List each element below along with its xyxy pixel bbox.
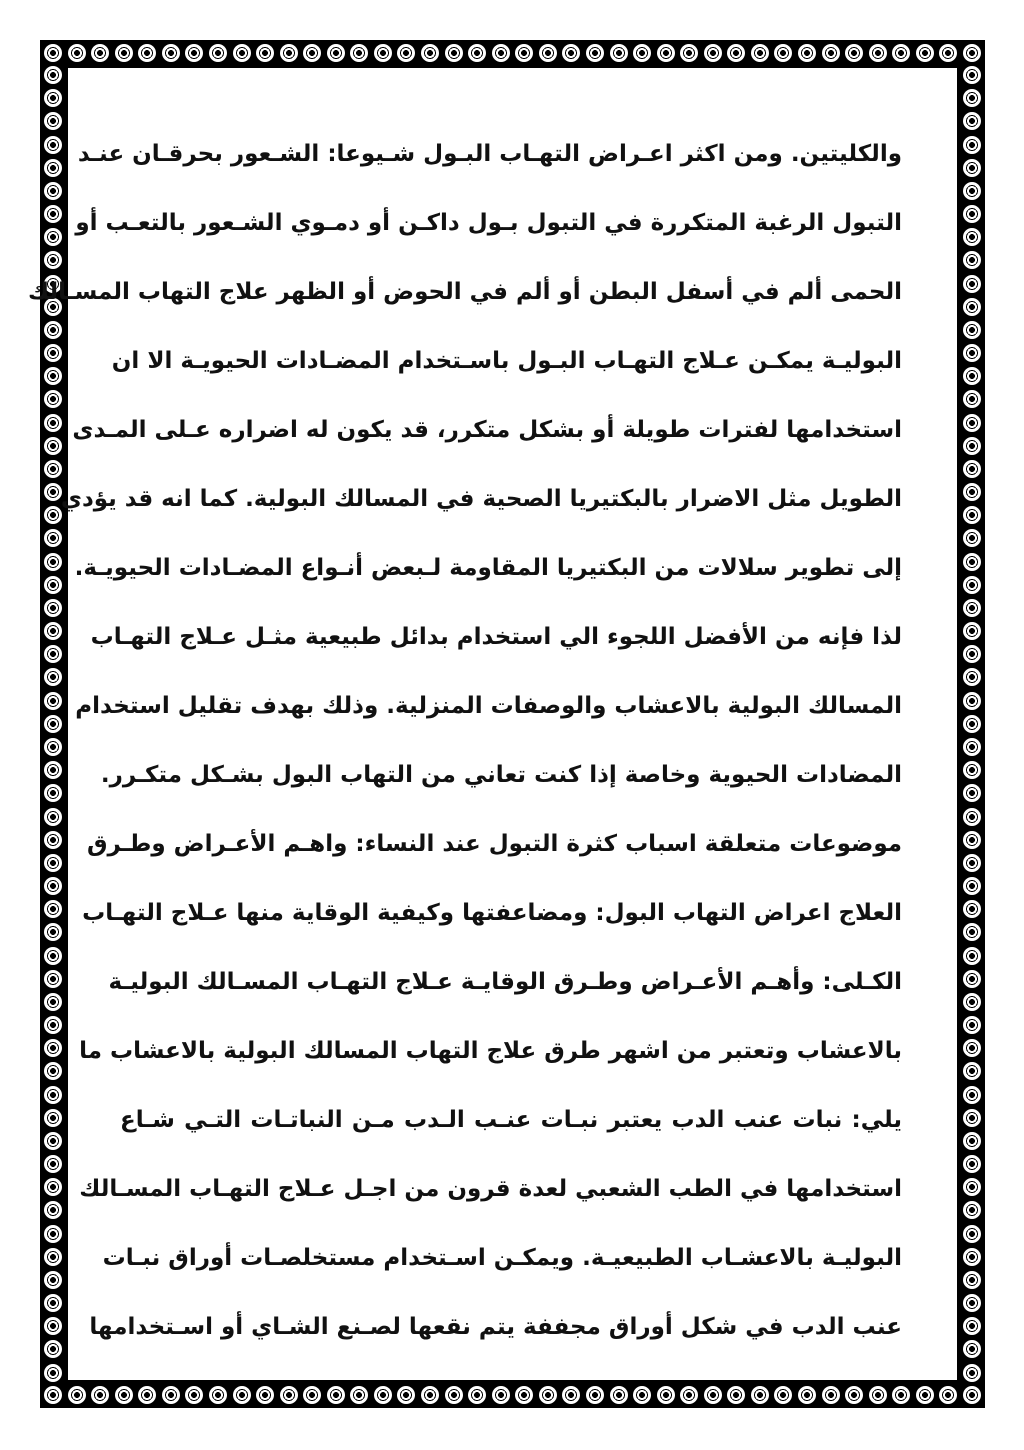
swirl-rosette-icon: [421, 1386, 439, 1404]
swirl-rosette-icon: [44, 1271, 62, 1289]
swirl-rosette-icon: [44, 993, 62, 1011]
swirl-rosette-icon: [916, 1386, 934, 1404]
swirl-rosette-icon: [963, 367, 981, 385]
swirl-rosette-icon: [562, 1386, 580, 1404]
swirl-rosette-icon: [562, 44, 580, 62]
swirl-rosette-icon: [845, 44, 863, 62]
swirl-rosette-icon: [44, 344, 62, 362]
swirl-rosette-icon: [256, 44, 274, 62]
swirl-rosette-icon: [963, 900, 981, 918]
swirl-rosette-icon: [963, 784, 981, 802]
swirl-rosette-icon: [963, 1271, 981, 1289]
swirl-rosette-icon: [963, 437, 981, 455]
text-line: استخدامها في الطب الشعبي لعدة قرون من اجـل عـلاج التهـاب المسـالك: [79, 1176, 902, 1202]
swirl-rosette-icon: [939, 44, 957, 62]
swirl-rosette-icon: [515, 44, 533, 62]
swirl-rosette-icon: [44, 947, 62, 965]
swirl-rosette-icon: [963, 877, 981, 895]
swirl-rosette-icon: [44, 228, 62, 246]
text-line: التبول الرغبة المتكررة في التبول بـول داكـن أو دمـوي الشـعور بالتعـب أو: [75, 210, 902, 236]
swirl-rosette-icon: [280, 1386, 298, 1404]
swirl-rosette-icon: [44, 1109, 62, 1127]
swirl-rosette-icon: [209, 44, 227, 62]
swirl-rosette-icon: [44, 182, 62, 200]
swirl-rosette-icon: [468, 44, 486, 62]
swirl-rosette-icon: [963, 136, 981, 154]
swirl-rosette-icon: [963, 1340, 981, 1358]
swirl-rosette-icon: [44, 1039, 62, 1057]
swirl-rosette-icon: [963, 831, 981, 849]
swirl-rosette-icon: [44, 622, 62, 640]
swirl-rosette-icon: [44, 1086, 62, 1104]
swirl-rosette-icon: [162, 44, 180, 62]
swirl-rosette-icon: [44, 761, 62, 779]
swirl-rosette-icon: [963, 1386, 981, 1404]
swirl-rosette-icon: [963, 1062, 981, 1080]
swirl-rosette-icon: [44, 1155, 62, 1173]
swirl-rosette-icon: [869, 1386, 887, 1404]
swirl-rosette-icon: [963, 1132, 981, 1150]
swirl-rosette-icon: [963, 506, 981, 524]
swirl-rosette-icon: [963, 483, 981, 501]
swirl-rosette-icon: [303, 1386, 321, 1404]
swirl-rosette-icon: [44, 692, 62, 710]
swirl-rosette-icon: [44, 1201, 62, 1219]
swirl-rosette-icon: [445, 44, 463, 62]
swirl-rosette-icon: [44, 390, 62, 408]
swirl-rosette-icon: [68, 44, 86, 62]
swirl-rosette-icon: [44, 205, 62, 223]
swirl-rosette-icon: [963, 390, 981, 408]
swirl-rosette-icon: [963, 692, 981, 710]
swirl-rosette-icon: [704, 44, 722, 62]
text-line: موضوعات متعلقة اسباب كثرة التبول عند النساء: واهـم الأعـراض وطـرق: [86, 831, 902, 857]
swirl-rosette-icon: [963, 808, 981, 826]
text-line: البوليـة يمكـن عـلاج التهـاب البـول باسـتخدام المضـادات الحيويـة الا ان: [111, 348, 902, 374]
swirl-rosette-icon: [44, 1248, 62, 1266]
swirl-rosette-icon: [963, 89, 981, 107]
text-line: الكـلى: وأهـم الأعـراض وطـرق الوقايـة عـلاج التهـاب المسـالك البوليـة: [108, 969, 902, 995]
swirl-rosette-icon: [963, 159, 981, 177]
swirl-rosette-icon: [963, 923, 981, 941]
swirl-rosette-icon: [963, 251, 981, 269]
swirl-rosette-icon: [963, 1039, 981, 1057]
swirl-rosette-icon: [44, 831, 62, 849]
swirl-rosette-icon: [963, 854, 981, 872]
swirl-rosette-icon: [492, 1386, 510, 1404]
swirl-rosette-icon: [44, 1364, 62, 1382]
swirl-rosette-icon: [963, 622, 981, 640]
swirl-rosette-icon: [963, 1364, 981, 1382]
swirl-rosette-icon: [44, 877, 62, 895]
swirl-rosette-icon: [68, 1386, 86, 1404]
swirl-rosette-icon: [963, 970, 981, 988]
text-line: الحمى ألم في أسفل البطن أو ألم في الحوض أو الظهر علاج التهاب المسـالك: [28, 279, 902, 305]
text-line: البوليـة بالاعشـاب الطبيعيـة. ويمكـن اسـتخدام مستخلصـات أوراق نبـات: [102, 1245, 902, 1271]
border-bottom-ornament-row: [44, 1384, 981, 1406]
swirl-rosette-icon: [539, 1386, 557, 1404]
swirl-rosette-icon: [963, 761, 981, 779]
article-text: [28, 120, 902, 1362]
swirl-rosette-icon: [44, 506, 62, 524]
swirl-rosette-icon: [963, 1155, 981, 1173]
border-right-ornament-column: [961, 66, 983, 1382]
swirl-rosette-icon: [822, 1386, 840, 1404]
text-line: الطويل مثل الاضرار بالبكتيريا الصحية في المسالك البولية. كما انه قد يؤدي: [60, 486, 902, 512]
swirl-rosette-icon: [44, 367, 62, 385]
swirl-rosette-icon: [138, 44, 156, 62]
swirl-rosette-icon: [963, 205, 981, 223]
swirl-rosette-icon: [44, 1340, 62, 1358]
text-line: إلى تطوير سلالات من البكتيريا المقاومة لـبعض أنـواع المضـادات الحيويـة.: [74, 555, 902, 581]
swirl-rosette-icon: [963, 414, 981, 432]
swirl-rosette-icon: [963, 1225, 981, 1243]
swirl-rosette-icon: [44, 112, 62, 130]
swirl-rosette-icon: [727, 1386, 745, 1404]
swirl-rosette-icon: [963, 275, 981, 293]
swirl-rosette-icon: [233, 44, 251, 62]
swirl-rosette-icon: [44, 668, 62, 686]
swirl-rosette-icon: [963, 1086, 981, 1104]
swirl-rosette-icon: [350, 1386, 368, 1404]
swirl-rosette-icon: [44, 900, 62, 918]
swirl-rosette-icon: [44, 44, 62, 62]
swirl-rosette-icon: [44, 576, 62, 594]
swirl-rosette-icon: [892, 44, 910, 62]
swirl-rosette-icon: [633, 1386, 651, 1404]
text-line: يلي: نبات عنب الدب يعتبر نبـات عنـب الـدب مـن النباتـات التـي شـاع: [120, 1107, 902, 1133]
swirl-rosette-icon: [44, 159, 62, 177]
swirl-rosette-icon: [963, 321, 981, 339]
swirl-rosette-icon: [44, 136, 62, 154]
swirl-rosette-icon: [963, 738, 981, 756]
swirl-rosette-icon: [44, 923, 62, 941]
swirl-rosette-icon: [963, 112, 981, 130]
swirl-rosette-icon: [209, 1386, 227, 1404]
swirl-rosette-icon: [44, 89, 62, 107]
swirl-rosette-icon: [327, 1386, 345, 1404]
swirl-rosette-icon: [44, 738, 62, 756]
text-line: والكليتين. ومن اكثر اعـراض التهـاب البـول شـيوعا: الشـعور بحرقـان عنـد: [77, 141, 902, 167]
text-line: عنب الدب في شكل أوراق مجففة يتم نقعها لصـنع الشـاي أو اسـتخدامها: [89, 1314, 902, 1340]
swirl-rosette-icon: [515, 1386, 533, 1404]
border-top-ornament-row: [44, 42, 981, 64]
swirl-rosette-icon: [680, 44, 698, 62]
swirl-rosette-icon: [939, 1386, 957, 1404]
swirl-rosette-icon: [445, 1386, 463, 1404]
swirl-rosette-icon: [963, 576, 981, 594]
swirl-rosette-icon: [44, 970, 62, 988]
text-line: بالاعشاب وتعتبر من اشهر طرق علاج التهاب المسالك البولية بالاعشاب ما: [79, 1038, 902, 1064]
swirl-rosette-icon: [303, 44, 321, 62]
swirl-rosette-icon: [256, 1386, 274, 1404]
swirl-rosette-icon: [421, 44, 439, 62]
swirl-rosette-icon: [44, 784, 62, 802]
swirl-rosette-icon: [822, 44, 840, 62]
swirl-rosette-icon: [44, 1178, 62, 1196]
swirl-rosette-icon: [774, 1386, 792, 1404]
swirl-rosette-icon: [963, 1201, 981, 1219]
swirl-rosette-icon: [963, 460, 981, 478]
swirl-rosette-icon: [115, 44, 133, 62]
swirl-rosette-icon: [963, 645, 981, 663]
swirl-rosette-icon: [44, 599, 62, 617]
swirl-rosette-icon: [115, 1386, 133, 1404]
swirl-rosette-icon: [374, 1386, 392, 1404]
swirl-rosette-icon: [586, 1386, 604, 1404]
swirl-rosette-icon: [44, 808, 62, 826]
swirl-rosette-icon: [963, 947, 981, 965]
swirl-rosette-icon: [162, 1386, 180, 1404]
text-line: لذا فإنه من الأفضل اللجوء الي استخدام بدائل طبيعية مثـل عـلاج التهـاب: [90, 624, 902, 650]
swirl-rosette-icon: [44, 437, 62, 455]
swirl-rosette-icon: [44, 1294, 62, 1312]
swirl-rosette-icon: [680, 1386, 698, 1404]
swirl-rosette-icon: [44, 1016, 62, 1034]
swirl-rosette-icon: [869, 44, 887, 62]
swirl-rosette-icon: [185, 44, 203, 62]
swirl-rosette-icon: [185, 1386, 203, 1404]
swirl-rosette-icon: [610, 44, 628, 62]
swirl-rosette-icon: [468, 1386, 486, 1404]
swirl-rosette-icon: [44, 1317, 62, 1335]
swirl-rosette-icon: [963, 529, 981, 547]
swirl-rosette-icon: [963, 344, 981, 362]
swirl-rosette-icon: [44, 1132, 62, 1150]
swirl-rosette-icon: [751, 44, 769, 62]
swirl-rosette-icon: [798, 44, 816, 62]
swirl-rosette-icon: [44, 854, 62, 872]
swirl-rosette-icon: [916, 44, 934, 62]
swirl-rosette-icon: [963, 1109, 981, 1127]
swirl-rosette-icon: [963, 182, 981, 200]
swirl-rosette-icon: [44, 66, 62, 84]
swirl-rosette-icon: [327, 44, 345, 62]
swirl-rosette-icon: [963, 228, 981, 246]
swirl-rosette-icon: [963, 44, 981, 62]
swirl-rosette-icon: [963, 715, 981, 733]
swirl-rosette-icon: [963, 668, 981, 686]
swirl-rosette-icon: [657, 1386, 675, 1404]
swirl-rosette-icon: [963, 1016, 981, 1034]
swirl-rosette-icon: [963, 1178, 981, 1196]
swirl-rosette-icon: [44, 1225, 62, 1243]
swirl-rosette-icon: [845, 1386, 863, 1404]
swirl-rosette-icon: [91, 1386, 109, 1404]
text-line: استخدامها لفترات طويلة أو بشكل متكرر، قد يكون له اضراره عـلى المـدى: [72, 417, 902, 443]
swirl-rosette-icon: [91, 44, 109, 62]
swirl-rosette-icon: [963, 298, 981, 316]
swirl-rosette-icon: [44, 715, 62, 733]
swirl-rosette-icon: [963, 599, 981, 617]
swirl-rosette-icon: [374, 44, 392, 62]
swirl-rosette-icon: [798, 1386, 816, 1404]
swirl-rosette-icon: [44, 553, 62, 571]
swirl-rosette-icon: [963, 993, 981, 1011]
swirl-rosette-icon: [233, 1386, 251, 1404]
swirl-rosette-icon: [44, 483, 62, 501]
swirl-rosette-icon: [397, 44, 415, 62]
swirl-rosette-icon: [44, 460, 62, 478]
swirl-rosette-icon: [963, 1317, 981, 1335]
swirl-rosette-icon: [138, 1386, 156, 1404]
swirl-rosette-icon: [586, 44, 604, 62]
swirl-rosette-icon: [704, 1386, 722, 1404]
swirl-rosette-icon: [610, 1386, 628, 1404]
swirl-rosette-icon: [963, 1294, 981, 1312]
swirl-rosette-icon: [280, 44, 298, 62]
text-line: المضادات الحيوية وخاصة إذا كنت تعاني من التهاب البول بشـكل متكـرر.: [100, 762, 902, 788]
swirl-rosette-icon: [963, 1248, 981, 1266]
swirl-rosette-icon: [44, 414, 62, 432]
swirl-rosette-icon: [633, 44, 651, 62]
swirl-rosette-icon: [657, 44, 675, 62]
swirl-rosette-icon: [44, 645, 62, 663]
swirl-rosette-icon: [492, 44, 510, 62]
swirl-rosette-icon: [963, 553, 981, 571]
swirl-rosette-icon: [397, 1386, 415, 1404]
swirl-rosette-icon: [44, 1062, 62, 1080]
swirl-rosette-icon: [44, 1386, 62, 1404]
swirl-rosette-icon: [963, 66, 981, 84]
swirl-rosette-icon: [892, 1386, 910, 1404]
swirl-rosette-icon: [727, 44, 745, 62]
swirl-rosette-icon: [44, 529, 62, 547]
swirl-rosette-icon: [350, 44, 368, 62]
text-line: المسالك البولية بالاعشاب والوصفات المنزلية. وذلك بهدف تقليل استخدام: [75, 693, 902, 719]
swirl-rosette-icon: [539, 44, 557, 62]
text-line: العلاج اعراض التهاب البول: ومضاعفتها وكيفية الوقاية منها عـلاج التهـاب: [82, 900, 902, 926]
swirl-rosette-icon: [751, 1386, 769, 1404]
swirl-rosette-icon: [774, 44, 792, 62]
